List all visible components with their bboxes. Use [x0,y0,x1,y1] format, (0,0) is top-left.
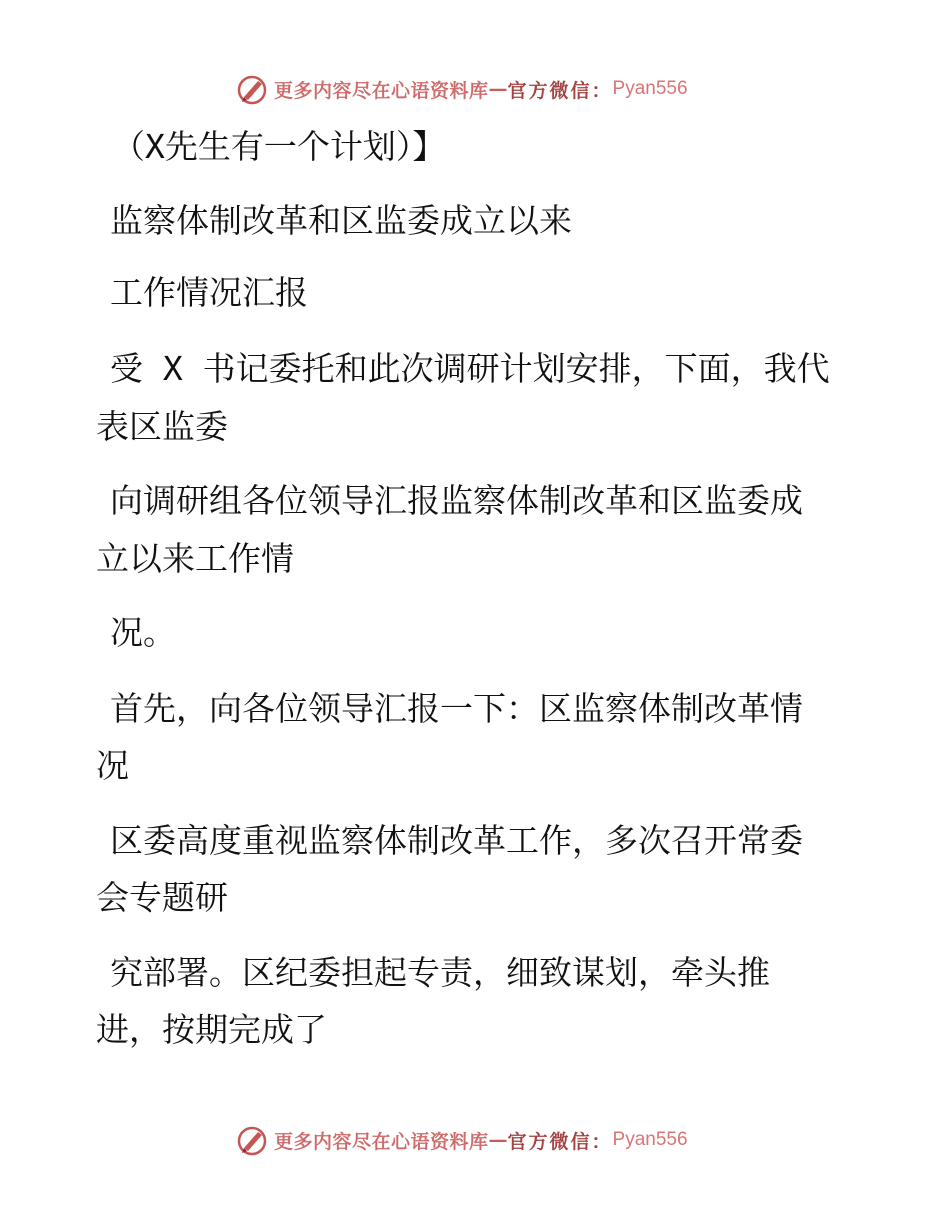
doc-line-9: 首先，向各位领导汇报一下：区监察体制改革情 [110,689,803,728]
doc-line-14: 进，按期完成了 [96,1010,327,1049]
doc-line-2: 监察体制改革和区监委成立以来 [110,201,572,240]
doc-line-3: 工作情况汇报 [110,273,308,312]
doc-line-12: 会专题研 [96,878,228,917]
banner-site-text: 更多内容尽在心语资料库 [274,1130,489,1153]
pen-logo-icon [236,73,268,105]
header-banner [236,72,688,106]
banner-separator: — [488,78,508,100]
banner-wechat-id: Pyan556 [612,1129,688,1150]
doc-line-6: 向调研组各位领导汇报监察体制改革和区监委成 [110,481,803,520]
doc-line-4: 受 X 书记委托和此次调研计划安排，下面，我代 [110,349,830,388]
doc-line-8: 况。 [110,613,176,652]
doc-line-1: （X先生有一个计划）】 [112,127,446,166]
banner-official-text: 官方微信： [507,79,613,102]
banner-official-text: 官方微信： [507,1130,613,1153]
footer-banner [236,1123,688,1157]
banner-site-text: 更多内容尽在心语资料库 [274,79,489,102]
banner-wechat-id: Pyan556 [612,78,688,99]
pen-logo-icon [236,1124,268,1156]
banner-separator: — [488,1129,508,1151]
doc-line-7: 立以来工作情 [96,539,294,578]
doc-line-5: 表区监委 [96,407,228,446]
doc-line-10: 况 [96,746,129,785]
doc-line-13: 究部署。区纪委担起专责，细致谋划，牵头推 [110,953,770,992]
doc-line-11: 区委高度重视监察体制改革工作，多次召开常委 [110,821,803,860]
